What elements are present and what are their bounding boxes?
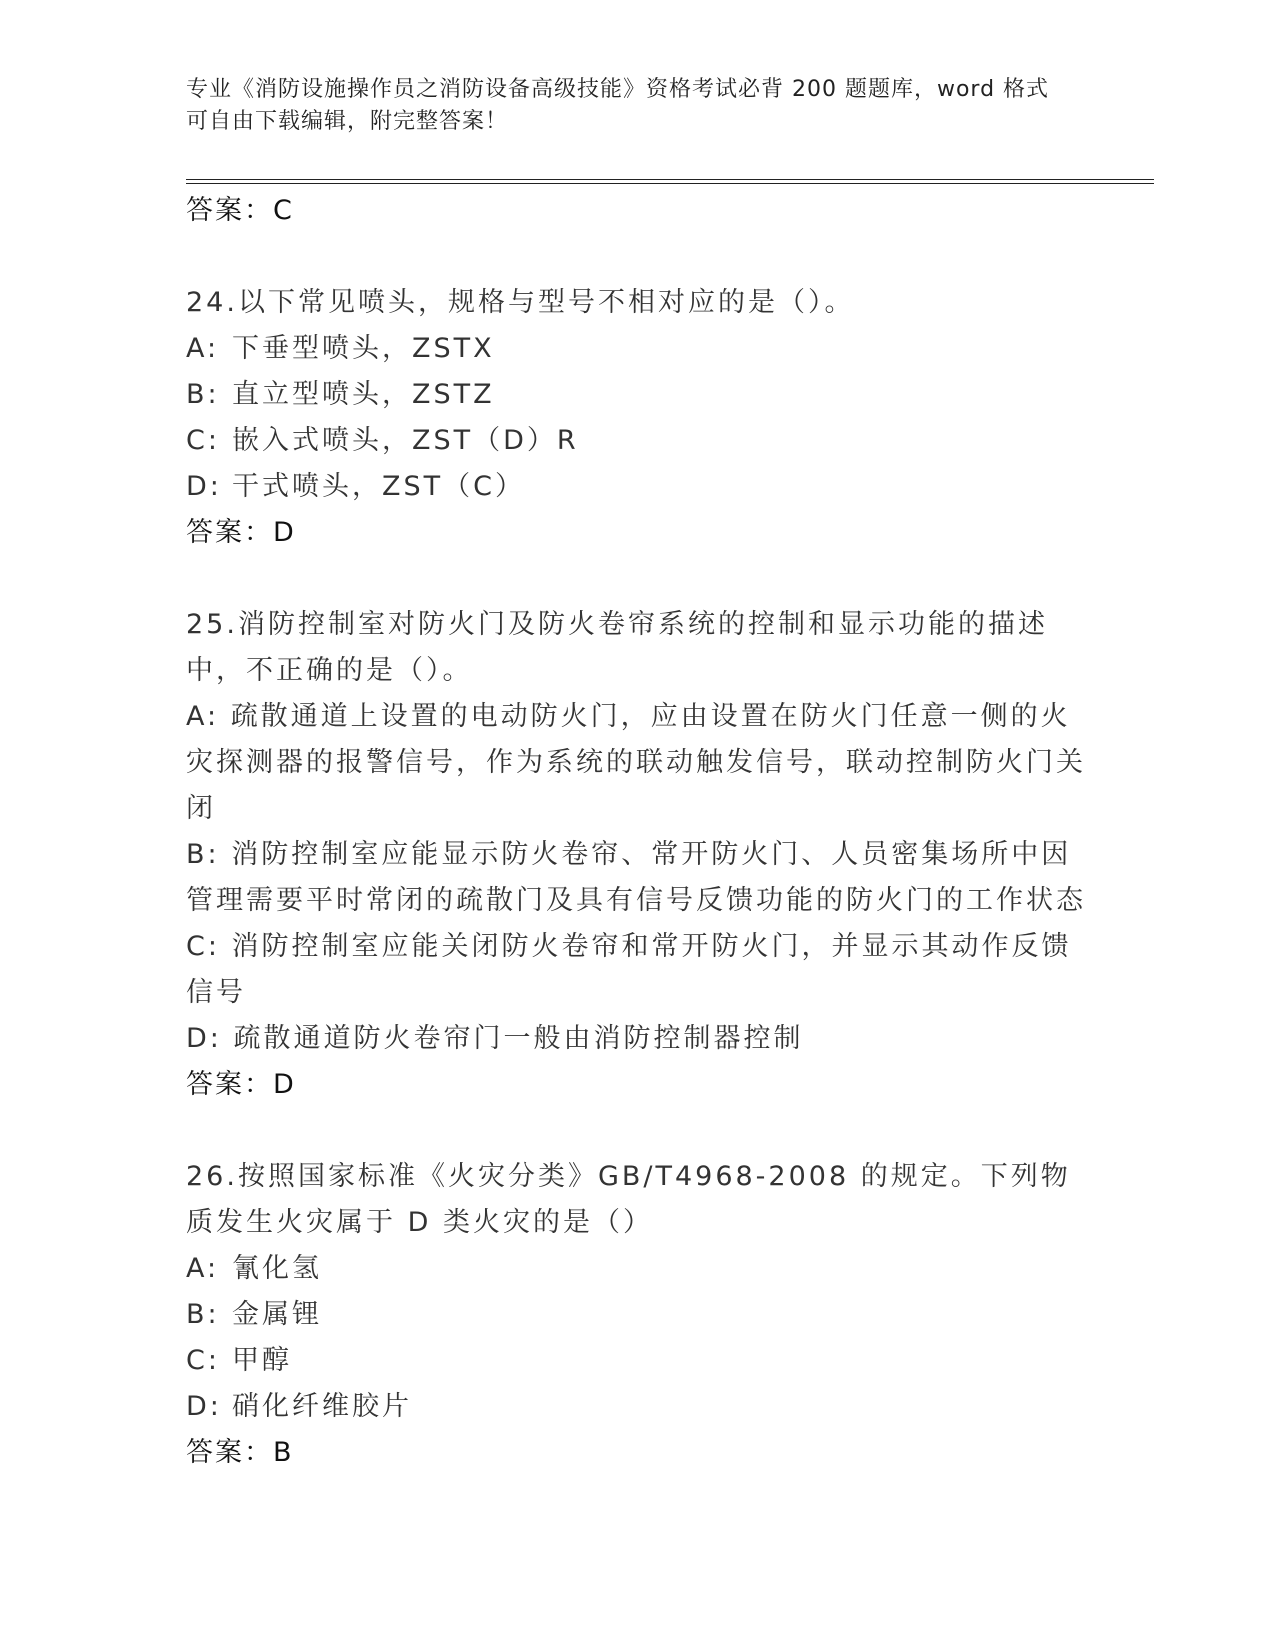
option-text: 氰化氢 [232, 1253, 322, 1284]
option-letter: B: [186, 379, 220, 410]
option-text: 甲醇 [232, 1345, 292, 1376]
option-c [186, 1338, 1086, 1384]
option-text: 疏散通道上设置的电动防火门，应由设置在防火门任意一侧的火灾探测器的报警信号，作为系统的联动触发信号，联动控制防火门关闭 [186, 701, 1086, 824]
option-a [186, 694, 1086, 832]
question-26 [186, 1154, 1086, 1476]
document-body [186, 188, 1086, 1476]
answer-line: 答案：D [186, 517, 296, 548]
option-letter: C: [186, 931, 220, 962]
question-stem: 26.按照国家标准《火灾分类》GB/T4968-2008 的规定。下列物质发生火灾属于 D 类火灾的是（） [186, 1161, 1071, 1238]
option-c [186, 418, 1086, 464]
header-divider-top [186, 179, 1154, 180]
option-letter: C: [186, 425, 220, 456]
option-letter: D: [186, 1391, 222, 1422]
option-text: 下垂型喷头，ZSTX [232, 333, 495, 364]
header-divider-bottom [186, 183, 1154, 184]
option-letter: C: [186, 1345, 220, 1376]
document-header: 专业《消防设施操作员之消防设备高级技能》资格考试必背 200 题题库，word 格式可自由下载编辑，附完整答案！ [186, 77, 1050, 134]
answer-line: 答案：C [186, 195, 294, 226]
question-stem: 24.以下常见喷头，规格与型号不相对应的是（）。 [186, 287, 855, 318]
option-d [186, 1016, 1086, 1062]
option-letter: A: [186, 333, 220, 364]
option-letter: A: [186, 701, 220, 732]
option-text: 疏散通道防火卷帘门一般由消防控制器控制 [233, 1023, 804, 1054]
option-letter: D: [186, 471, 222, 502]
option-d [186, 464, 1086, 510]
option-d [186, 1384, 1086, 1430]
option-text: 嵌入式喷头，ZST（D）R [232, 425, 579, 456]
option-a [186, 326, 1086, 372]
option-letter: A: [186, 1253, 220, 1284]
option-c [186, 924, 1086, 1016]
option-text: 硝化纤维胶片 [232, 1391, 412, 1422]
option-text: 直立型喷头，ZSTZ [232, 379, 495, 410]
option-letter: B: [186, 839, 220, 870]
option-b [186, 372, 1086, 418]
question-stem: 25.消防控制室对防火门及防火卷帘系统的控制和显示功能的描述中，不正确的是（）。 [186, 609, 1048, 686]
option-b [186, 832, 1086, 924]
option-text: 消防控制室应能显示防火卷帘、常开防火门、人员密集场所中因管理需要平时常闭的疏散门及具有信号反馈功能的防火门的工作状态 [186, 839, 1086, 916]
option-b [186, 1292, 1086, 1338]
question-24 [186, 280, 1086, 556]
option-a [186, 1246, 1086, 1292]
option-letter: D: [186, 1023, 222, 1054]
option-text: 消防控制室应能关闭防火卷帘和常开防火门，并显示其动作反馈信号 [186, 931, 1072, 1008]
option-letter: B: [186, 1299, 220, 1330]
answer-line: 答案：D [186, 1069, 296, 1100]
option-text: 干式喷头，ZST（C） [232, 471, 525, 502]
answer-line: 答案：B [186, 1437, 294, 1468]
question-25 [186, 602, 1086, 1108]
option-text: 金属锂 [232, 1299, 322, 1330]
